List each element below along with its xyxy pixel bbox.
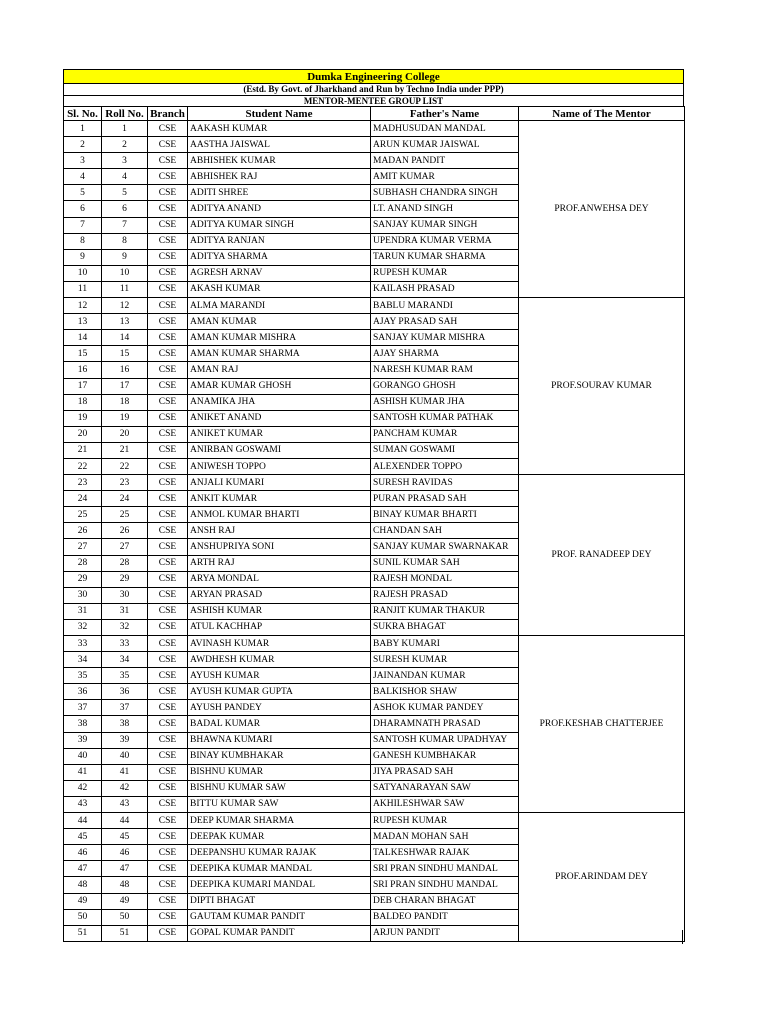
fathers-name-cell: MADAN MOHAN SAH (371, 829, 519, 845)
student-name-cell: ANAMIKA JHA (188, 394, 371, 410)
fathers-name-cell: SANJAY KUMAR SWARNAKAR (371, 539, 519, 555)
fathers-name-cell: GORANGO GHOSH (371, 378, 519, 394)
roll-no-cell: 50 (102, 909, 148, 925)
col-student-name: Student Name (188, 107, 371, 121)
roll-no-cell: 14 (102, 330, 148, 346)
roll-no-cell: 10 (102, 265, 148, 281)
student-name-cell: AYUSH PANDEY (188, 700, 371, 716)
sl-no-cell: 21 (64, 442, 102, 458)
student-name-cell: ARYAN PRASAD (188, 587, 371, 603)
student-name-cell: BADAL KUMAR (188, 716, 371, 732)
fathers-name-cell: SANTOSH KUMAR UPADHYAY (371, 732, 519, 748)
branch-cell: CSE (148, 169, 188, 185)
col-sl-no: Sl. No. (64, 107, 102, 121)
fathers-name-cell: BALKISHOR SHAW (371, 684, 519, 700)
fathers-name-cell: RUPESH KUMAR (371, 265, 519, 281)
roll-no-cell: 27 (102, 539, 148, 555)
branch-cell: CSE (148, 201, 188, 217)
branch-cell: CSE (148, 346, 188, 362)
sl-no-cell: 10 (64, 265, 102, 281)
roll-no-cell: 4 (102, 169, 148, 185)
student-name-cell: ANIKET KUMAR (188, 426, 371, 442)
student-name-cell: BISHNU KUMAR SAW (188, 780, 371, 796)
branch-cell: CSE (148, 603, 188, 619)
table-row (64, 121, 685, 137)
sl-no-cell: 20 (64, 426, 102, 442)
branch-cell: CSE (148, 314, 188, 330)
branch-cell: CSE (148, 571, 188, 587)
roll-no-cell: 18 (102, 394, 148, 410)
roll-no-cell: 34 (102, 652, 148, 668)
fathers-name-cell: SUKRA BHAGAT (371, 619, 519, 635)
mentor-mentee-table (63, 106, 685, 942)
roll-no-cell: 17 (102, 378, 148, 394)
sl-no-cell: 25 (64, 507, 102, 523)
student-name-cell: ANKIT KUMAR (188, 491, 371, 507)
fathers-name-cell: ASHOK KUMAR PANDEY (371, 700, 519, 716)
student-name-cell: ANMOL KUMAR BHARTI (188, 507, 371, 523)
branch-cell: CSE (148, 249, 188, 265)
fathers-name-cell: SATYANARAYAN SAW (371, 780, 519, 796)
fathers-name-cell: SUNIL KUMAR SAH (371, 555, 519, 571)
sl-no-cell: 2 (64, 137, 102, 153)
sl-no-cell: 23 (64, 475, 102, 491)
fathers-name-cell: BALDEO PANDIT (371, 909, 519, 925)
roll-no-cell: 31 (102, 603, 148, 619)
roll-no-cell: 48 (102, 877, 148, 893)
sl-no-cell: 4 (64, 169, 102, 185)
student-name-cell: AGRESH ARNAV (188, 265, 371, 281)
student-name-cell: ANIRBAN GOSWAMI (188, 442, 371, 458)
branch-cell: CSE (148, 652, 188, 668)
student-name-cell: AYUSH KUMAR GUPTA (188, 684, 371, 700)
roll-no-cell: 29 (102, 571, 148, 587)
fathers-name-cell: NARESH KUMAR RAM (371, 362, 519, 378)
student-name-cell: GAUTAM KUMAR PANDIT (188, 909, 371, 925)
fathers-name-cell: LT. ANAND SINGH (371, 201, 519, 217)
student-name-cell: ANIWESH TOPPO (188, 458, 371, 474)
fathers-name-cell: AKHILESHWAR SAW (371, 796, 519, 812)
sl-no-cell: 40 (64, 748, 102, 764)
sl-no-cell: 13 (64, 314, 102, 330)
sl-no-cell: 36 (64, 684, 102, 700)
sl-no-cell: 19 (64, 410, 102, 426)
student-name-cell: ANSHUPRIYA SONI (188, 539, 371, 555)
roll-no-cell: 9 (102, 249, 148, 265)
table-row (64, 298, 685, 314)
branch-cell: CSE (148, 587, 188, 603)
col-branch: Branch (148, 107, 188, 121)
student-name-cell: AAKASH KUMAR (188, 121, 371, 137)
mentor-name-cell: PROF. RANADEEP DEY (519, 475, 685, 636)
roll-no-cell: 42 (102, 780, 148, 796)
fathers-name-cell: ARJUN PANDIT (371, 925, 519, 941)
mentor-name-cell: PROF.ANWEHSA DEY (519, 121, 685, 298)
branch-cell: CSE (148, 619, 188, 635)
branch-cell: CSE (148, 780, 188, 796)
roll-no-cell: 3 (102, 153, 148, 169)
sl-no-cell: 41 (64, 764, 102, 780)
mentor-list-sheet (63, 69, 684, 942)
fathers-name-cell: RAJESH MONDAL (371, 571, 519, 587)
branch-cell: CSE (148, 153, 188, 169)
student-name-cell: ADITYA ANAND (188, 201, 371, 217)
table-header-row (64, 107, 685, 121)
roll-no-cell: 26 (102, 523, 148, 539)
fathers-name-cell: AJAY SHARMA (371, 346, 519, 362)
roll-no-cell: 45 (102, 829, 148, 845)
branch-cell: CSE (148, 362, 188, 378)
student-name-cell: AYUSH KUMAR (188, 668, 371, 684)
fathers-name-cell: SUBHASH CHANDRA SINGH (371, 185, 519, 201)
student-name-cell: ANSH RAJ (188, 523, 371, 539)
roll-no-cell: 40 (102, 748, 148, 764)
roll-no-cell: 43 (102, 796, 148, 812)
fathers-name-cell: AMIT KUMAR (371, 169, 519, 185)
student-name-cell: DEEPAK KUMAR (188, 829, 371, 845)
roll-no-cell: 11 (102, 281, 148, 297)
branch-cell: CSE (148, 877, 188, 893)
student-name-cell: ARYA MONDAL (188, 571, 371, 587)
col-roll-no: Roll No. (102, 107, 148, 121)
sl-no-cell: 51 (64, 925, 102, 941)
roll-no-cell: 13 (102, 314, 148, 330)
roll-no-cell: 39 (102, 732, 148, 748)
student-name-cell: AKASH KUMAR (188, 281, 371, 297)
student-name-cell: AWDHESH KUMAR (188, 652, 371, 668)
sl-no-cell: 5 (64, 185, 102, 201)
roll-no-cell: 51 (102, 925, 148, 941)
sl-no-cell: 46 (64, 845, 102, 861)
roll-no-cell: 15 (102, 346, 148, 362)
sl-no-cell: 37 (64, 700, 102, 716)
fathers-name-cell: SRI PRAN SINDHU MANDAL (371, 861, 519, 877)
sl-no-cell: 7 (64, 217, 102, 233)
fathers-name-cell: BABLU MARANDI (371, 298, 519, 314)
table-row (64, 636, 685, 652)
branch-cell: CSE (148, 748, 188, 764)
college-subtitle: (Estd. By Govt. of Jharkhand and Run by Techno India under PPP) (63, 84, 684, 95)
col-fathers-name: Father's Name (371, 107, 519, 121)
roll-no-cell: 16 (102, 362, 148, 378)
student-name-cell: AMAN RAJ (188, 362, 371, 378)
sl-no-cell: 12 (64, 298, 102, 314)
student-name-cell: DEEP KUMAR SHARMA (188, 813, 371, 829)
roll-no-cell: 25 (102, 507, 148, 523)
student-name-cell: AMAN KUMAR MISHRA (188, 330, 371, 346)
student-name-cell: AMAR KUMAR GHOSH (188, 378, 371, 394)
table-row (64, 475, 685, 491)
sl-no-cell: 50 (64, 909, 102, 925)
branch-cell: CSE (148, 909, 188, 925)
branch-cell: CSE (148, 265, 188, 281)
sl-no-cell: 16 (64, 362, 102, 378)
roll-no-cell: 32 (102, 619, 148, 635)
sl-no-cell: 28 (64, 555, 102, 571)
sl-no-cell: 15 (64, 346, 102, 362)
sl-no-cell: 43 (64, 796, 102, 812)
fathers-name-cell: RANJIT KUMAR THAKUR (371, 603, 519, 619)
fathers-name-cell: MADAN PANDIT (371, 153, 519, 169)
roll-no-cell: 38 (102, 716, 148, 732)
branch-cell: CSE (148, 442, 188, 458)
branch-cell: CSE (148, 893, 188, 909)
roll-no-cell: 19 (102, 410, 148, 426)
roll-no-cell: 8 (102, 233, 148, 249)
branch-cell: CSE (148, 700, 188, 716)
sl-no-cell: 39 (64, 732, 102, 748)
fathers-name-cell: BINAY KUMAR BHARTI (371, 507, 519, 523)
sl-no-cell: 35 (64, 668, 102, 684)
sl-no-cell: 32 (64, 619, 102, 635)
sl-no-cell: 11 (64, 281, 102, 297)
sl-no-cell: 29 (64, 571, 102, 587)
student-name-cell: ALMA MARANDI (188, 298, 371, 314)
student-name-cell: DEEPIKA KUMARI MANDAL (188, 877, 371, 893)
branch-cell: CSE (148, 137, 188, 153)
sl-no-cell: 27 (64, 539, 102, 555)
list-title: MENTOR-MENTEE GROUP LIST (63, 95, 684, 106)
roll-no-cell: 5 (102, 185, 148, 201)
branch-cell: CSE (148, 845, 188, 861)
branch-cell: CSE (148, 555, 188, 571)
mentor-name-cell: PROF.ARINDAM DEY (519, 813, 685, 942)
roll-no-cell: 36 (102, 684, 148, 700)
branch-cell: CSE (148, 539, 188, 555)
fathers-name-cell: JIYA PRASAD SAH (371, 764, 519, 780)
fathers-name-cell: MADHUSUDAN MANDAL (371, 121, 519, 137)
roll-no-cell: 46 (102, 845, 148, 861)
fathers-name-cell: SURESH KUMAR (371, 652, 519, 668)
student-name-cell: AMAN KUMAR SHARMA (188, 346, 371, 362)
fathers-name-cell: SANJAY KUMAR MISHRA (371, 330, 519, 346)
sl-no-cell: 8 (64, 233, 102, 249)
branch-cell: CSE (148, 121, 188, 137)
roll-no-cell: 47 (102, 861, 148, 877)
roll-no-cell: 24 (102, 491, 148, 507)
student-name-cell: ADITYA KUMAR SINGH (188, 217, 371, 233)
roll-no-cell: 30 (102, 587, 148, 603)
student-name-cell: DEEPANSHU KUMAR RAJAK (188, 845, 371, 861)
fathers-name-cell: KAILASH PRASAD (371, 281, 519, 297)
mentor-name-cell: PROF.SOURAV KUMAR (519, 298, 685, 475)
fathers-name-cell: PURAN PRASAD SAH (371, 491, 519, 507)
fathers-name-cell: SANTOSH KUMAR PATHAK (371, 410, 519, 426)
branch-cell: CSE (148, 475, 188, 491)
student-name-cell: AVINASH KUMAR (188, 636, 371, 652)
sl-no-cell: 47 (64, 861, 102, 877)
branch-cell: CSE (148, 861, 188, 877)
roll-no-cell: 37 (102, 700, 148, 716)
branch-cell: CSE (148, 764, 188, 780)
sl-no-cell: 18 (64, 394, 102, 410)
roll-no-cell: 49 (102, 893, 148, 909)
branch-cell: CSE (148, 684, 188, 700)
table-body (64, 121, 685, 942)
branch-cell: CSE (148, 829, 188, 845)
mentor-column-border (682, 930, 683, 944)
fathers-name-cell: JAINANDAN KUMAR (371, 668, 519, 684)
student-name-cell: ABHISHEK RAJ (188, 169, 371, 185)
student-name-cell: ANIKET ANAND (188, 410, 371, 426)
roll-no-cell: 6 (102, 201, 148, 217)
sl-no-cell: 44 (64, 813, 102, 829)
branch-cell: CSE (148, 813, 188, 829)
roll-no-cell: 12 (102, 298, 148, 314)
sl-no-cell: 9 (64, 249, 102, 265)
sl-no-cell: 48 (64, 877, 102, 893)
sl-no-cell: 45 (64, 829, 102, 845)
fathers-name-cell: DEB CHARAN BHAGAT (371, 893, 519, 909)
fathers-name-cell: SRI PRAN SINDHU MANDAL (371, 877, 519, 893)
sl-no-cell: 30 (64, 587, 102, 603)
mentor-name-cell: PROF.KESHAB CHATTERJEE (519, 636, 685, 813)
branch-cell: CSE (148, 925, 188, 941)
sl-no-cell: 33 (64, 636, 102, 652)
sl-no-cell: 49 (64, 893, 102, 909)
sl-no-cell: 26 (64, 523, 102, 539)
fathers-name-cell: TARUN KUMAR SHARMA (371, 249, 519, 265)
fathers-name-cell: RAJESH PRASAD (371, 587, 519, 603)
branch-cell: CSE (148, 281, 188, 297)
branch-cell: CSE (148, 330, 188, 346)
branch-cell: CSE (148, 426, 188, 442)
branch-cell: CSE (148, 507, 188, 523)
student-name-cell: ADITI SHREE (188, 185, 371, 201)
roll-no-cell: 21 (102, 442, 148, 458)
fathers-name-cell: PANCHAM KUMAR (371, 426, 519, 442)
fathers-name-cell: CHANDAN SAH (371, 523, 519, 539)
fathers-name-cell: SUMAN GOSWAMI (371, 442, 519, 458)
sl-no-cell: 6 (64, 201, 102, 217)
branch-cell: CSE (148, 636, 188, 652)
roll-no-cell: 2 (102, 137, 148, 153)
student-name-cell: AASTHA JAISWAL (188, 137, 371, 153)
roll-no-cell: 44 (102, 813, 148, 829)
student-name-cell: ABHISHEK KUMAR (188, 153, 371, 169)
fathers-name-cell: TALKESHWAR RAJAK (371, 845, 519, 861)
student-name-cell: AMAN KUMAR (188, 314, 371, 330)
sl-no-cell: 24 (64, 491, 102, 507)
branch-cell: CSE (148, 298, 188, 314)
fathers-name-cell: ALEXENDER TOPPO (371, 458, 519, 474)
student-name-cell: ASHISH KUMAR (188, 603, 371, 619)
fathers-name-cell: BABY KUMARI (371, 636, 519, 652)
student-name-cell: BHAWNA KUMARI (188, 732, 371, 748)
fathers-name-cell: DHARAMNATH PRASAD (371, 716, 519, 732)
roll-no-cell: 41 (102, 764, 148, 780)
student-name-cell: BISHNU KUMAR (188, 764, 371, 780)
student-name-cell: ADITYA SHARMA (188, 249, 371, 265)
branch-cell: CSE (148, 458, 188, 474)
branch-cell: CSE (148, 410, 188, 426)
branch-cell: CSE (148, 491, 188, 507)
college-title: Dumka Engineering College (63, 69, 684, 84)
fathers-name-cell: UPENDRA KUMAR VERMA (371, 233, 519, 249)
col-mentor-name: Name of The Mentor (519, 107, 685, 121)
branch-cell: CSE (148, 185, 188, 201)
fathers-name-cell: ARUN KUMAR JAISWAL (371, 137, 519, 153)
sl-no-cell: 31 (64, 603, 102, 619)
sl-no-cell: 17 (64, 378, 102, 394)
roll-no-cell: 20 (102, 426, 148, 442)
branch-cell: CSE (148, 394, 188, 410)
branch-cell: CSE (148, 732, 188, 748)
roll-no-cell: 33 (102, 636, 148, 652)
branch-cell: CSE (148, 233, 188, 249)
branch-cell: CSE (148, 378, 188, 394)
sl-no-cell: 3 (64, 153, 102, 169)
student-name-cell: ANJALI KUMARI (188, 475, 371, 491)
sl-no-cell: 34 (64, 652, 102, 668)
fathers-name-cell: AJAY PRASAD SAH (371, 314, 519, 330)
roll-no-cell: 7 (102, 217, 148, 233)
roll-no-cell: 28 (102, 555, 148, 571)
branch-cell: CSE (148, 217, 188, 233)
student-name-cell: ARTH RAJ (188, 555, 371, 571)
fathers-name-cell: SURESH RAVIDAS (371, 475, 519, 491)
sl-no-cell: 22 (64, 458, 102, 474)
sl-no-cell: 14 (64, 330, 102, 346)
fathers-name-cell: RUPESH KUMAR (371, 813, 519, 829)
roll-no-cell: 35 (102, 668, 148, 684)
fathers-name-cell: GANESH KUMBHAKAR (371, 748, 519, 764)
sl-no-cell: 38 (64, 716, 102, 732)
fathers-name-cell: ASHISH KUMAR JHA (371, 394, 519, 410)
branch-cell: CSE (148, 796, 188, 812)
student-name-cell: BINAY KUMBHAKAR (188, 748, 371, 764)
student-name-cell: BITTU KUMAR SAW (188, 796, 371, 812)
student-name-cell: DIPTI BHAGAT (188, 893, 371, 909)
student-name-cell: DEEPIKA KUMAR MANDAL (188, 861, 371, 877)
student-name-cell: ADITYA RANJAN (188, 233, 371, 249)
roll-no-cell: 22 (102, 458, 148, 474)
table-row (64, 813, 685, 829)
student-name-cell: ATUL KACHHAP (188, 619, 371, 635)
branch-cell: CSE (148, 668, 188, 684)
branch-cell: CSE (148, 523, 188, 539)
roll-no-cell: 23 (102, 475, 148, 491)
branch-cell: CSE (148, 716, 188, 732)
fathers-name-cell: SANJAY KUMAR SINGH (371, 217, 519, 233)
sl-no-cell: 42 (64, 780, 102, 796)
sl-no-cell: 1 (64, 121, 102, 137)
roll-no-cell: 1 (102, 121, 148, 137)
student-name-cell: GOPAL KUMAR PANDIT (188, 925, 371, 941)
